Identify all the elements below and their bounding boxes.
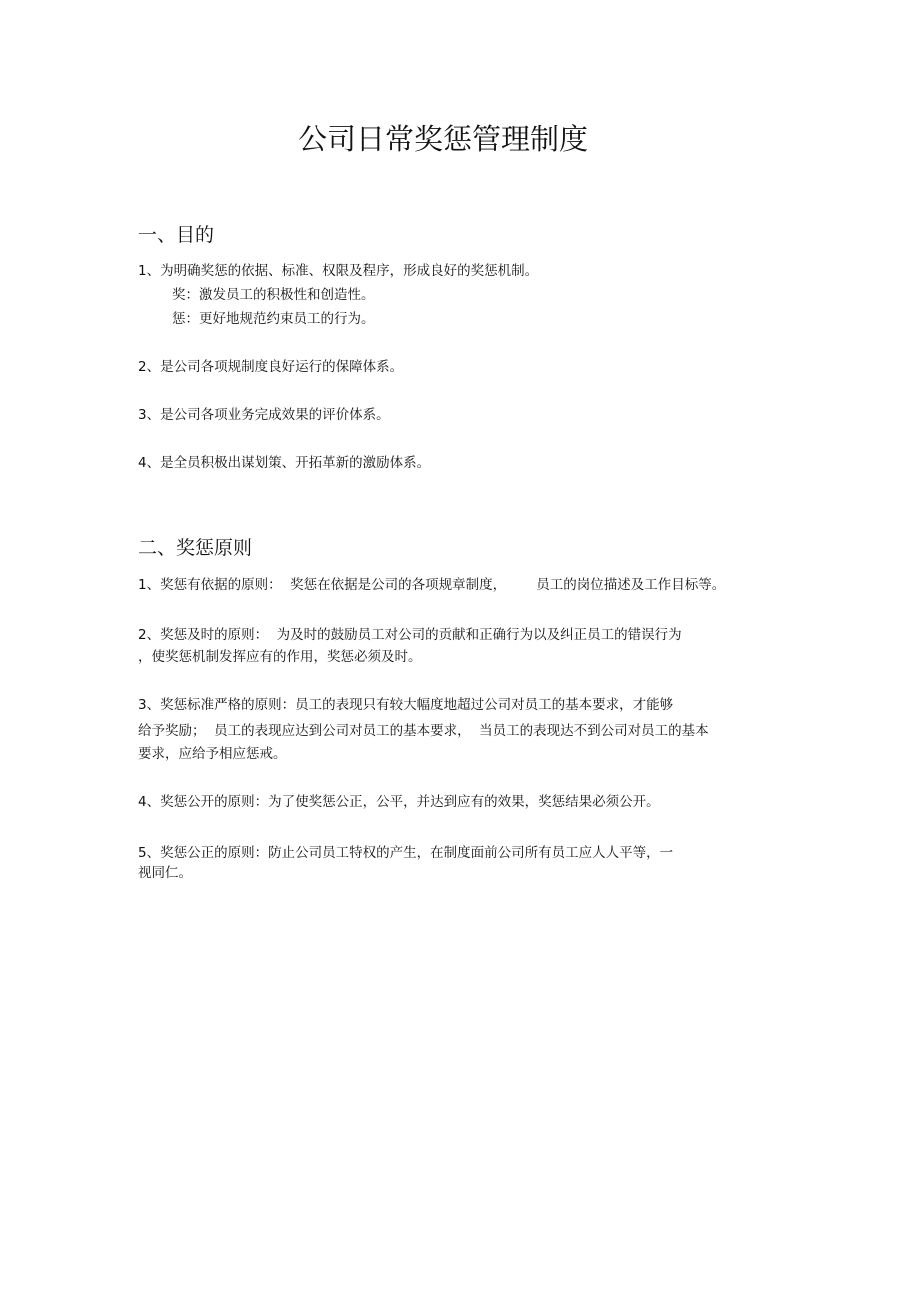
purpose-item-4: 4、是全员积极出谋划策、开拓革新的激励体系。 [138,455,431,471]
principle-2-line-1: 2、奖惩及时的原则： 为及时的鼓励员工对公司的贡献和正确行为以及纠正员工的错误行为 [138,627,682,643]
purpose-item-3: 3、是公司各项业务完成效果的评价体系。 [138,407,390,423]
document-title: 公司日常奖惩管理制度 [297,122,588,156]
purpose-item-1: 1、为明确奖惩的依据、标准、权限及程序，形成良好的奖惩机制。 [138,263,539,279]
principle-5-line-1: 5、奖惩公正的原则：防止公司员工特权的产生，在制度面前公司所有员工应人人平等，一 [138,845,674,861]
section-heading-purpose: 一、目的 [138,224,215,246]
principle-4: 4、奖惩公开的原则：为了使奖惩公正，公平，并达到应有的效果，奖惩结果必须公开。 [138,794,660,810]
principle-3-line-1: 3、奖惩标准严格的原则：员工的表现只有较大幅度地超过公司对员工的基本要求，才能够 [138,697,674,713]
purpose-item-2: 2、是公司各项规制度良好运行的保障体系。 [138,359,404,375]
section-heading-principles: 二、奖惩原则 [138,537,253,559]
principle-5-line-2: 视同仁。 [138,865,192,881]
principle-2-line-2: ，使奖惩机制发挥应有的作用，奖惩必须及时。 [138,649,422,665]
purpose-penalty: 惩：更好地规范约束员工的行为。 [172,311,375,327]
principle-3-line-3: 要求，应给予相应惩戒。 [138,746,287,762]
purpose-reward: 奖：激发员工的积极性和创造性。 [172,287,375,303]
principle-1: 1、奖惩有依据的原则： 奖惩在依据是公司的各项规章制度， 员工的岗位描述及工作目标等。 [138,577,726,593]
principle-3-line-2: 给予奖励； 员工的表现应达到公司对员工的基本要求， 当员工的表现达不到公司对员工的基本 [138,723,709,739]
